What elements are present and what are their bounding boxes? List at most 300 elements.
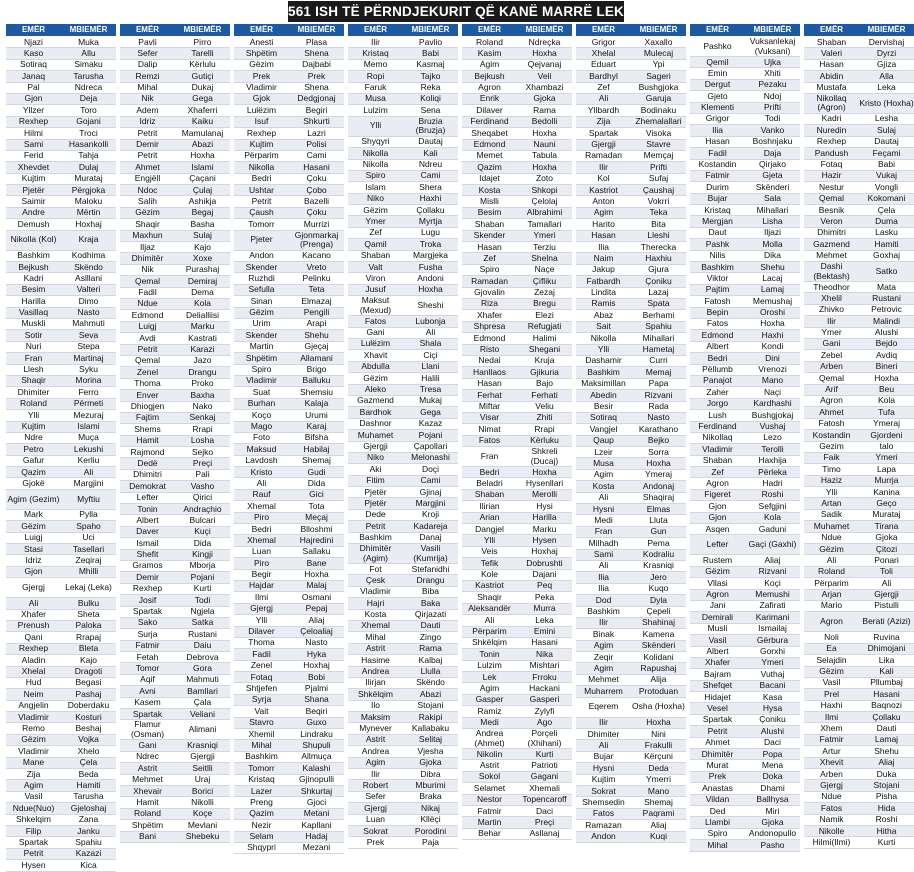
table-row bbox=[690, 114, 800, 125]
surname-cell: Patrioti bbox=[531, 759, 558, 770]
first-name-cell: Harilla bbox=[21, 295, 46, 306]
surname-cell: Mano bbox=[761, 375, 784, 386]
table-row bbox=[234, 649, 344, 660]
table-row bbox=[576, 740, 686, 751]
surname-cell: Ciçi bbox=[423, 349, 438, 360]
table-row bbox=[690, 433, 800, 444]
surname-cell: talo bbox=[879, 441, 894, 451]
surname-cell: Molla bbox=[762, 238, 783, 249]
first-name-cell: Aqif bbox=[140, 674, 155, 685]
surname-cell: Lisha bbox=[762, 215, 783, 226]
surname-cell: Veli bbox=[537, 70, 552, 81]
first-name-cell: Ndue bbox=[137, 298, 158, 309]
first-name-cell: Xhafer bbox=[704, 657, 731, 668]
first-name-cell: Eduart bbox=[590, 59, 617, 70]
surname-cell: Lasku bbox=[875, 227, 898, 238]
surname-cell: Refugjati bbox=[527, 321, 562, 332]
surname-cell: Kasa bbox=[762, 691, 783, 702]
first-name-cell: Vladimir bbox=[18, 711, 49, 722]
first-name-cell: Daver bbox=[136, 526, 159, 537]
table-row bbox=[348, 498, 458, 509]
first-name-cell: Çaush bbox=[249, 207, 274, 218]
surname-cell: Nasto bbox=[305, 637, 328, 648]
surname-cell: Karathano bbox=[638, 423, 679, 434]
first-name-cell: Ilo bbox=[371, 700, 380, 711]
table-row bbox=[462, 604, 572, 615]
first-name-cell: Agron bbox=[706, 477, 729, 488]
table-row bbox=[348, 251, 458, 262]
first-name-cell: Shaqir bbox=[21, 375, 46, 386]
first-name-cell: Zaher bbox=[706, 386, 729, 397]
surname-cell: Dida bbox=[307, 477, 326, 488]
surname-cell: Naçe bbox=[534, 264, 555, 275]
table-row bbox=[576, 629, 686, 640]
surname-cell: Kolidani bbox=[643, 651, 674, 662]
first-name-cell: Nikolla (Kol) bbox=[10, 234, 57, 245]
first-name-cell: Pjetër bbox=[364, 486, 387, 497]
table-row bbox=[234, 467, 344, 478]
first-name-cell: Petrit bbox=[137, 344, 158, 355]
table-row bbox=[6, 735, 116, 746]
first-name-cell: Mynever bbox=[359, 722, 392, 733]
surname-cell: Duma bbox=[875, 215, 898, 226]
table-row bbox=[120, 140, 230, 151]
table-row bbox=[234, 581, 344, 592]
table-row bbox=[690, 80, 800, 91]
table-row bbox=[462, 478, 572, 489]
first-name-cell: Jusuf bbox=[365, 284, 386, 295]
table-row bbox=[120, 470, 230, 481]
table-row bbox=[234, 752, 344, 763]
column-body bbox=[234, 37, 344, 854]
surname-cell: Gagani bbox=[530, 771, 559, 782]
surname-cell: Martinaj bbox=[73, 352, 104, 363]
table-row bbox=[690, 444, 800, 455]
table-row bbox=[120, 413, 230, 424]
table-row bbox=[120, 686, 230, 697]
table-row bbox=[234, 592, 344, 603]
surname-cell: Uci bbox=[82, 532, 95, 543]
first-name-cell: Petrit bbox=[707, 725, 728, 736]
surname-cell: Terziu bbox=[533, 241, 556, 252]
table-row bbox=[690, 772, 800, 783]
table-row bbox=[804, 396, 914, 407]
surname-cell: Cami bbox=[306, 150, 327, 161]
table-row bbox=[576, 390, 686, 401]
surname-cell: Dajbabi bbox=[302, 59, 331, 70]
first-name-cell: Gjokë bbox=[22, 477, 45, 488]
surname-cell: Myftiu bbox=[77, 493, 100, 504]
table-row bbox=[690, 524, 800, 535]
surname-cell: Hasani bbox=[303, 161, 330, 172]
surname-cell: Vasili (Kumrija) bbox=[413, 543, 448, 563]
surname-cell: Halimi bbox=[532, 332, 557, 343]
table-row bbox=[348, 182, 458, 193]
surname-cell: Spata bbox=[647, 298, 670, 309]
surname-cell: Dautaj bbox=[874, 136, 899, 147]
table-row bbox=[234, 399, 344, 410]
surname-cell: Bajo bbox=[535, 378, 553, 389]
first-name-cell: Shpëtim bbox=[131, 819, 164, 830]
table-row bbox=[690, 478, 800, 489]
surname-cell: Porodini bbox=[414, 825, 447, 836]
first-name-cell: Gjon bbox=[708, 512, 727, 523]
first-name-cell: Agim bbox=[479, 59, 500, 70]
surname-cell: Troci bbox=[79, 127, 98, 138]
first-name-cell: Fatmir bbox=[819, 734, 844, 745]
table-row bbox=[690, 148, 800, 159]
surname-cell: Drangu bbox=[416, 574, 445, 585]
table-row bbox=[120, 117, 230, 128]
table-row bbox=[348, 396, 458, 407]
surname-cell: Vuksanlekaj (Vuksani) bbox=[749, 36, 796, 56]
first-name-cell: Ilir bbox=[371, 768, 380, 779]
surname-cell: Lika bbox=[878, 654, 895, 665]
table-row bbox=[576, 752, 686, 763]
surname-cell: Zhemalallari bbox=[635, 116, 682, 127]
surname-cell: Gjoka bbox=[419, 757, 442, 768]
table-row bbox=[348, 598, 458, 609]
table-row bbox=[6, 578, 116, 598]
table-row bbox=[234, 60, 344, 71]
table-row bbox=[6, 758, 116, 769]
surname-cell: Shena bbox=[304, 47, 329, 58]
surname-cell: Beda bbox=[78, 768, 99, 779]
first-name-cell: Kujtim bbox=[21, 173, 46, 184]
first-name-cell: Rexhep bbox=[132, 583, 163, 594]
surname-cell: Sageri bbox=[646, 70, 671, 81]
first-name-cell: Ilia bbox=[712, 124, 723, 135]
first-name-cell: Lefter bbox=[706, 539, 729, 550]
surname-cell: Osha (Hoxha) bbox=[632, 701, 685, 712]
first-name-cell: Besir bbox=[593, 401, 614, 411]
table-row bbox=[120, 832, 230, 843]
table-row bbox=[690, 296, 800, 307]
table-row bbox=[804, 590, 914, 601]
table-row bbox=[234, 843, 344, 854]
first-name-cell: Nikolin bbox=[476, 748, 503, 759]
surname-cell: Boshnjaku bbox=[752, 136, 793, 147]
first-name-cell: Nilis bbox=[709, 250, 726, 261]
surname-cell: Garuja bbox=[645, 93, 672, 104]
first-name-cell: Njazi bbox=[24, 36, 43, 47]
first-name-cell: Fadil bbox=[252, 648, 271, 659]
surname-cell: Lamaj bbox=[760, 284, 785, 295]
surname-cell: Hyka bbox=[306, 648, 327, 659]
table-row bbox=[348, 205, 458, 216]
table-row bbox=[120, 310, 230, 321]
first-name-cell: Sotiraq bbox=[20, 59, 47, 70]
surname-cell: Mihallari bbox=[642, 332, 675, 343]
surname-cell: Kastrati bbox=[188, 332, 217, 343]
surname-cell: Kruja bbox=[534, 355, 555, 366]
surname-cell: Kazaz bbox=[418, 418, 443, 429]
surname-cell: Gutiçi bbox=[191, 70, 214, 81]
table-row bbox=[6, 185, 116, 196]
table-row bbox=[234, 262, 344, 273]
first-name-cell: Ndoc bbox=[137, 184, 158, 195]
first-name-cell: Hasan bbox=[705, 136, 730, 147]
first-name-cell: Sokol bbox=[478, 771, 501, 782]
table-row bbox=[690, 387, 800, 398]
table-row bbox=[690, 703, 800, 714]
surname-cell: Hoxha bbox=[304, 569, 329, 580]
first-name-cell: Gramos bbox=[132, 560, 163, 571]
table-row bbox=[234, 342, 344, 353]
table-row bbox=[120, 105, 230, 116]
first-name-cell: Ndrec bbox=[136, 751, 159, 762]
table-row bbox=[690, 635, 800, 646]
first-name-cell: Adem bbox=[136, 104, 159, 115]
first-name-cell: Kasem bbox=[134, 697, 161, 708]
table-row bbox=[348, 575, 458, 586]
first-name-cell: Bashkim bbox=[17, 250, 50, 261]
table-row bbox=[690, 57, 800, 68]
first-name-cell: Vasillaq bbox=[18, 307, 49, 318]
table-row bbox=[690, 624, 800, 635]
first-name-cell: Nikolla bbox=[248, 161, 275, 172]
surname-cell: Memushi bbox=[755, 589, 790, 600]
surname-cell: Polisi bbox=[306, 139, 327, 150]
table-row bbox=[804, 544, 914, 555]
first-name-cell: Andre bbox=[22, 207, 45, 218]
surname-cell: Asllanaj bbox=[529, 828, 560, 839]
first-name-cell: Gëzim bbox=[819, 666, 844, 677]
surname-cell: Dajani bbox=[532, 569, 557, 580]
surname-cell: Metani bbox=[303, 808, 330, 819]
first-name-cell: Andon bbox=[591, 831, 616, 842]
surname-cell: Lugu bbox=[421, 227, 440, 238]
first-name-cell: Ymer bbox=[821, 327, 842, 338]
surname-cell: Kamena bbox=[642, 628, 675, 639]
first-name-cell: Flamur (Osman) bbox=[130, 719, 165, 739]
table-row bbox=[120, 493, 230, 504]
table-row bbox=[348, 712, 458, 723]
first-name-cell: Shpëtim bbox=[245, 352, 278, 363]
table-row bbox=[804, 498, 914, 509]
surname-cell: Marku bbox=[532, 523, 557, 534]
table-row bbox=[690, 308, 800, 319]
surname-cell: Frakulli bbox=[644, 739, 673, 750]
table-row bbox=[234, 627, 344, 638]
surname-cell: Guxo bbox=[306, 717, 327, 728]
surname-cell: Basha bbox=[190, 218, 215, 229]
surname-cell: Çitozi bbox=[875, 543, 898, 554]
table-row bbox=[120, 595, 230, 606]
table-row bbox=[804, 578, 914, 589]
first-name-cell: Kristaq bbox=[362, 47, 389, 58]
table-row bbox=[462, 513, 572, 524]
first-name-cell: Agim bbox=[593, 640, 614, 651]
first-name-cell: Pajtim bbox=[705, 284, 730, 295]
surname-cell: Tabula bbox=[531, 150, 558, 161]
table-row bbox=[234, 490, 344, 501]
surname-cell: Tirana bbox=[874, 520, 899, 531]
surname-cell: Shena bbox=[304, 82, 329, 93]
first-name-cell: Fadil bbox=[708, 147, 727, 158]
surname-cell: Elmazaj bbox=[301, 295, 332, 306]
first-name-cell: Kujtim bbox=[21, 421, 46, 431]
table-row bbox=[462, 299, 572, 310]
first-name-cell: Shefqet bbox=[702, 680, 733, 691]
first-name-cell: Ferdinand bbox=[470, 116, 509, 127]
table-row bbox=[348, 71, 458, 82]
first-name-cell: Agron bbox=[478, 82, 501, 93]
table-row bbox=[690, 513, 800, 524]
surname-cell: Zingo bbox=[419, 631, 442, 642]
surname-cell: Ismailaj bbox=[758, 623, 787, 634]
table-row bbox=[348, 262, 458, 273]
table-row bbox=[690, 319, 800, 330]
table-row bbox=[6, 456, 116, 467]
table-row bbox=[462, 535, 572, 546]
first-name-cell: Vesel bbox=[707, 702, 728, 713]
table-row bbox=[348, 350, 458, 361]
first-name-cell: Mihal bbox=[137, 82, 158, 93]
surname-cell: Alushi bbox=[760, 725, 785, 736]
surname-cell: Preçi bbox=[192, 457, 213, 468]
table-row bbox=[6, 444, 116, 455]
first-name-cell: Përparim bbox=[814, 577, 849, 588]
surname-cell: Xhiti bbox=[764, 67, 781, 78]
first-name-cell: Fatos bbox=[364, 315, 387, 326]
surname-cell: Kasmaj bbox=[416, 59, 445, 70]
table-row bbox=[804, 94, 914, 114]
first-name-cell: Suat bbox=[252, 386, 271, 397]
surname-cell: Kondi bbox=[761, 341, 784, 352]
surname-cell: Veliu bbox=[535, 401, 554, 411]
table-row bbox=[348, 476, 458, 487]
table-row bbox=[576, 538, 686, 549]
column-header bbox=[462, 24, 572, 37]
column-body bbox=[804, 37, 914, 849]
surname-cell: Shkurti bbox=[303, 116, 330, 127]
first-name-cell: Qani bbox=[24, 631, 43, 642]
first-name-cell: Ferhat bbox=[477, 389, 502, 400]
surname-cell: Dautaj bbox=[418, 136, 443, 147]
surname-cell: Shahinaj bbox=[641, 617, 676, 628]
surname-cell: Marku bbox=[190, 321, 215, 332]
table-row bbox=[348, 117, 458, 137]
first-name-cell: Kastriot bbox=[589, 184, 618, 195]
first-name-cell: Shaban bbox=[702, 455, 733, 466]
surname-cell: Daiu bbox=[193, 640, 212, 651]
surname-cell: Vukaj bbox=[876, 170, 897, 181]
surname-cell: Begiri bbox=[305, 104, 328, 115]
surname-cell: Kola bbox=[193, 298, 211, 309]
first-name-cell: Haxhi bbox=[820, 700, 843, 711]
surname-cell: Vuthaj bbox=[760, 668, 785, 679]
first-name-cell: Astrit bbox=[137, 762, 158, 773]
surname-cell: Reka bbox=[420, 82, 441, 93]
surname-cell: Krasniqi bbox=[187, 739, 218, 750]
surname-cell: Nikaj bbox=[421, 802, 440, 813]
surname-cell: Prifti bbox=[650, 161, 667, 172]
surname-cell: Murrja bbox=[874, 475, 899, 486]
table-row bbox=[234, 604, 344, 615]
first-name-cell: Beladri bbox=[476, 477, 503, 488]
surname-cell: Kacano bbox=[302, 250, 331, 261]
table-row bbox=[804, 373, 914, 384]
table-row bbox=[690, 590, 800, 601]
table-row bbox=[120, 390, 230, 401]
table-row bbox=[462, 151, 572, 162]
surname-cell: Andonopullo bbox=[748, 828, 797, 839]
first-name-cell: Shaban bbox=[816, 36, 847, 47]
first-name-cell: Ali bbox=[598, 739, 609, 750]
first-name-cell: Petro bbox=[23, 443, 44, 454]
table-row bbox=[576, 299, 686, 310]
name-header: EMËR bbox=[21, 25, 46, 34]
first-name-cell: Spartak bbox=[588, 127, 619, 138]
table-row bbox=[6, 632, 116, 643]
table-row bbox=[804, 442, 914, 453]
table-row bbox=[462, 772, 572, 783]
table-row bbox=[462, 501, 572, 512]
first-name-cell: Anton bbox=[592, 195, 615, 206]
first-name-cell: Shaban bbox=[474, 218, 505, 229]
surname-cell: Brigo bbox=[306, 364, 327, 375]
first-name-cell: Ali bbox=[256, 477, 267, 488]
surname-cell: Nikolli bbox=[191, 796, 214, 807]
first-name-cell: Gani bbox=[822, 338, 841, 349]
table-row bbox=[6, 128, 116, 139]
table-row bbox=[576, 572, 686, 583]
first-name-cell: Vladimir bbox=[246, 82, 277, 93]
table-row bbox=[576, 140, 686, 151]
surname-cell: Mezani bbox=[302, 842, 331, 853]
surname-cell: Ndreca bbox=[74, 82, 103, 93]
table-row bbox=[6, 37, 116, 48]
table-row bbox=[234, 615, 344, 626]
surname-cell: Dukaj bbox=[191, 82, 214, 93]
surname-cell: Protoduan bbox=[638, 685, 679, 696]
table-row bbox=[234, 820, 344, 831]
first-name-cell: Durim bbox=[706, 181, 729, 192]
surname-header: MBIEMËR bbox=[753, 25, 792, 34]
surname-cell: Muka bbox=[78, 36, 99, 47]
table-row bbox=[690, 612, 800, 623]
surname-cell: Ponari bbox=[874, 554, 899, 565]
surname-cell: Osmani bbox=[301, 591, 332, 602]
table-row bbox=[120, 208, 230, 219]
table-row bbox=[120, 174, 230, 185]
surname-cell: Kalbaj bbox=[418, 654, 443, 665]
table-row bbox=[804, 137, 914, 148]
table-row bbox=[120, 424, 230, 435]
first-name-cell: Prel bbox=[823, 688, 840, 699]
surname-cell: Babi bbox=[877, 159, 895, 170]
surname-cell: Mishtari bbox=[529, 660, 560, 671]
table-row bbox=[576, 675, 686, 686]
table-row bbox=[6, 273, 116, 284]
first-name-cell: Ilirjan bbox=[365, 677, 386, 688]
table-row bbox=[462, 581, 572, 592]
surname-cell: Pezaku bbox=[758, 79, 787, 90]
table-row bbox=[6, 433, 116, 444]
surname-cell: Xhemali bbox=[529, 782, 560, 793]
table-row bbox=[804, 746, 914, 757]
surname-cell: Memushaj bbox=[752, 295, 793, 306]
surname-cell: Kali bbox=[423, 147, 438, 158]
surname-cell: Terolli bbox=[761, 443, 784, 454]
surname-cell: Çollaku bbox=[872, 711, 901, 722]
first-name-cell: Kostandin bbox=[698, 159, 737, 170]
surname-cell: Rustani bbox=[188, 628, 217, 639]
table-row bbox=[6, 285, 116, 296]
table-row bbox=[576, 481, 686, 492]
first-name-cell: Dhiogjen bbox=[130, 401, 165, 411]
